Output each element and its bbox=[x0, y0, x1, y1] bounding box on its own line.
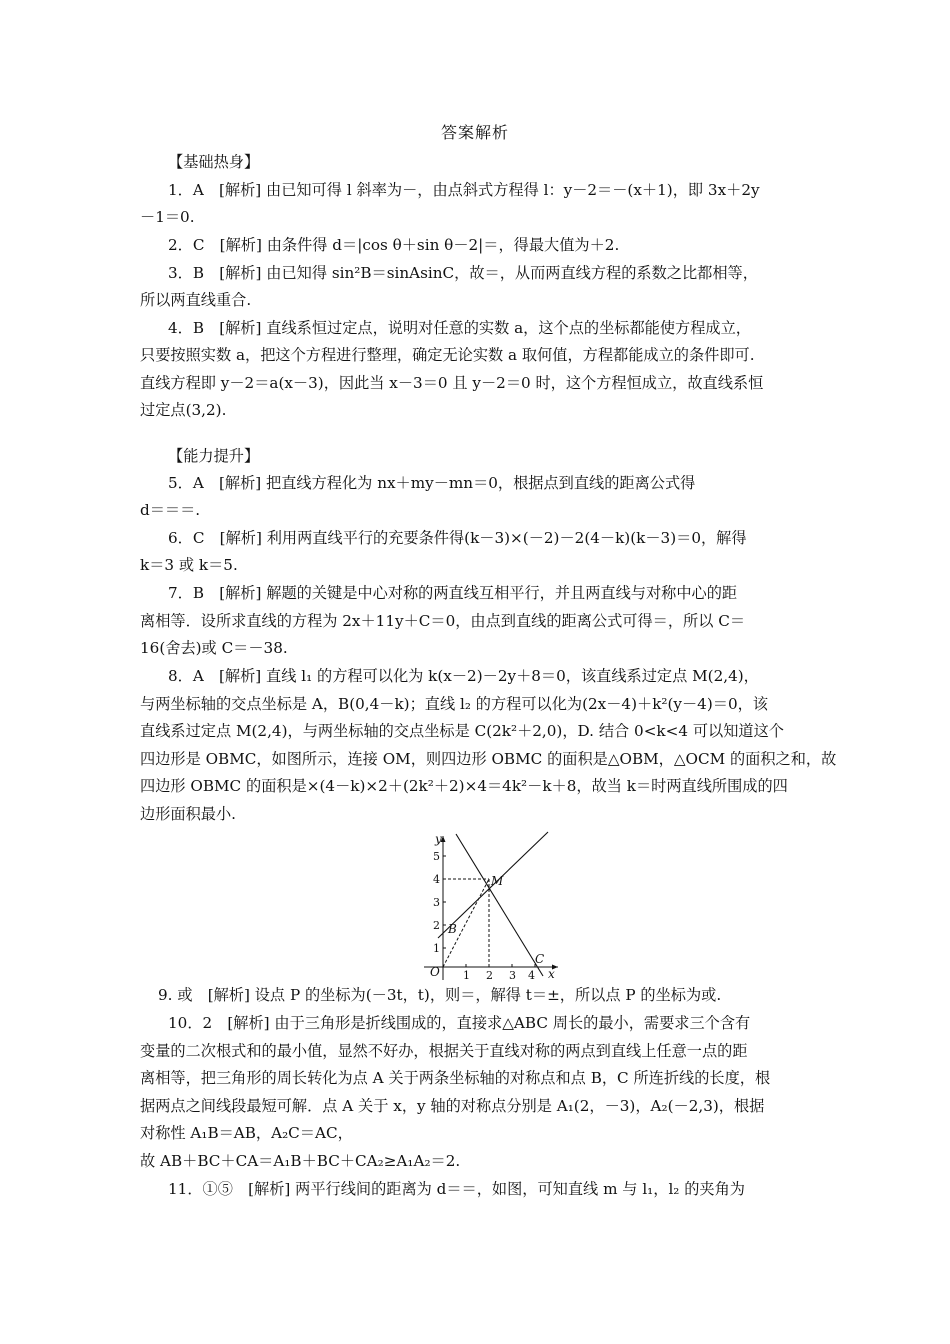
answer-line: 四边形 OBMC 的面积是×(4－k)×2＋(2k²＋2)×4＝4k²－k＋8，故当 k＝时两直线所围成的四 bbox=[140, 777, 788, 795]
answer-line: 5．A [解析] 把直线方程化为 nx＋my－mn＝0，根据点到直线的距离公式得 bbox=[168, 474, 696, 492]
y-tick-label: 2 bbox=[433, 919, 440, 932]
answer-line: d＝＝＝. bbox=[140, 501, 201, 519]
section-heading-advanced: 【能力提升】 bbox=[168, 447, 260, 465]
x-tick-label: 3 bbox=[509, 969, 516, 980]
y-tick-label: 5 bbox=[433, 850, 440, 863]
answer-line: k＝3 或 k＝5. bbox=[140, 556, 238, 574]
origin-label: O bbox=[430, 965, 440, 979]
point-label-M: M bbox=[491, 874, 504, 888]
answer-line: 9. 或 [解析] 设点 P 的坐标为(－3t，t)，则＝，解得 t＝±，所以点 P 的坐标为或. bbox=[158, 986, 722, 1004]
axis-label-y: y bbox=[435, 832, 442, 846]
answer-line: 直线方程即 y－2＝a(x－3)，因此当 x－3＝0 且 y－2＝0 时，这个方程恒成立，故直线系恒 bbox=[140, 374, 764, 392]
line-l2 bbox=[456, 834, 543, 976]
answer-line: 4．B [解析] 直线系恒过定点，说明对任意的实数 a，这个点的坐标都能使方程成立， bbox=[168, 319, 751, 337]
answer-line: 边形面积最小. bbox=[140, 805, 236, 823]
answer-line: 16(舍去)或 C＝－38. bbox=[140, 639, 288, 657]
y-tick-label: 4 bbox=[433, 873, 440, 886]
answer-line: －1＝0. bbox=[140, 208, 195, 226]
answer-line: 2．C [解析] 由条件得 d＝|cos θ＋sin θ－2|＝，得最大值为＋2. bbox=[168, 236, 620, 254]
answer-line: 离相等．设所求直线的方程为 2x＋11y＋C＝0，由点到直线的距离公式可得＝，所以 C＝ bbox=[140, 612, 746, 630]
answer-line: 变量的二次根式和的最小值，显然不好办，根据关于直线对称的两点到直线上任意一点的距 bbox=[140, 1042, 748, 1060]
answer-line: 8．A [解析] 直线 l₁ 的方程可以化为 k(x－2)－2y＋8＝0，该直线系过定点 M(2,4)， bbox=[168, 667, 759, 685]
answer-line: 7．B [解析] 解题的关键是中心对称的两直线互相平行，并且两直线与对称中心的距 bbox=[168, 584, 738, 602]
coordinate-figure bbox=[418, 830, 568, 980]
answer-line: 与两坐标轴的交点坐标是 A，B(0,4－k)；直线 l₂ 的方程可以化为(2x－4)＋k²(y－4)＝0，该 bbox=[140, 695, 768, 713]
answer-line: 据两点之间线段最短可解．点 A 关于 x，y 轴的对称点分别是 A₁(2，－3)，A₂(－2,3)，根据 bbox=[140, 1097, 765, 1115]
section-heading-basic: 【基础热身】 bbox=[168, 153, 260, 171]
x-tick-label: 1 bbox=[463, 969, 470, 980]
x-tick-label: 4 bbox=[528, 969, 535, 980]
answer-line: 11．①⑤ [解析] 两平行线间的距离为 d＝＝，如图，可知直线 m 与 l₁，l₂ 的夹角为 bbox=[168, 1180, 745, 1198]
y-tick-label: 3 bbox=[433, 896, 440, 909]
answer-line: 1．A [解析] 由已知可得 l 斜率为－，由点斜式方程得 l：y－2＝－(x＋1)，即 3x＋2y bbox=[168, 181, 760, 199]
x-tick-label: 2 bbox=[486, 969, 493, 980]
answer-line: 四边形是 OBMC，如图所示，连接 OM，则四边形 OBMC 的面积是△OBM，△OCM 的面积之和，故 bbox=[140, 750, 837, 768]
answer-line: 10．2 [解析] 由于三角形是折线围成的，直接求△ABC 周长的最小，需要求三个含有 bbox=[168, 1014, 751, 1032]
page-title: 答案解析 bbox=[440, 123, 509, 142]
answer-line: 对称性 A₁B＝AB，A₂C＝AC， bbox=[140, 1124, 353, 1142]
answer-line: 只要按照实数 a，把这个方程进行整理，确定无论实数 a 取何值，方程都能成立的条件即可. bbox=[140, 346, 755, 364]
point-label-B: B bbox=[448, 922, 457, 936]
answer-line: 过定点(3,2). bbox=[140, 401, 227, 419]
y-tick-label: 1 bbox=[433, 942, 440, 955]
axis-label-x: x bbox=[548, 967, 555, 980]
answer-line: 离相等，把三角形的周长转化为点 A 关于两条坐标轴的对称点和点 B，C 所连折线的长度，根 bbox=[140, 1069, 771, 1087]
answer-line: 故 AB＋BC＋CA＝A₁B＋BC＋CA₂≥A₁A₂＝2. bbox=[140, 1152, 461, 1170]
answer-line: 3．B [解析] 由已知得 sin²B＝sinAsinC，故＝，从而两直线方程的系数之比都相等， bbox=[168, 264, 758, 282]
answer-line: 直线系过定点 M(2,4)，与两坐标轴的交点坐标是 C(2k²＋2,0)，D. 结合 0<k<4 可以知道这个 bbox=[140, 722, 784, 740]
answer-line: 6．C [解析] 利用两直线平行的充要条件得(k－3)×(－2)－2(4－k)(k－3)＝0，解得 bbox=[168, 529, 747, 547]
point-label-C: C bbox=[535, 952, 545, 966]
answer-line: 所以两直线重合. bbox=[140, 291, 252, 309]
